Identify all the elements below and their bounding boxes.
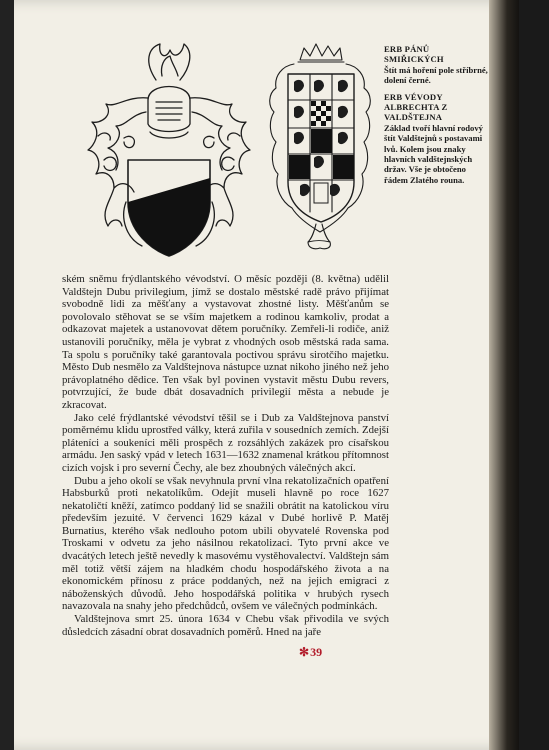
paragraph: ském sněmu frýdlantského vévodství. O měsíc později (8. května) udělil Valdštejn Dubu privilegium, jímž se dostalo městské radě právo přijímat svobodně lidi za měšťany a vystavovat zhostné listy. Měšťanům se povolovalo stěhovat se se vším majetkem a rodinou kamkoliv, prodat a odkazovat majetek a ustanovovat dětem poručníky. Zemřeli-li rodiče, aniž ustanovili poručníky, měla je vybrat z vhodných osob městská rada sama. Ta spolu s poručníky také garantovala poctivou správu sirotčího majetku. Město Dub nesmělo za Valdštejnova nástupce uznat nikoho jiného než jeho právoplatného dědice. Ten však byl povinen vystavit městu Dubu revers, potvrzující, že bude dbát dosavadních privilegií města a nebude je zkracovat. bbox=[62, 273, 389, 411]
wallenstein-coat-of-arms bbox=[264, 42, 376, 252]
page-ornament-icon: ✻ bbox=[299, 645, 310, 659]
paragraph: Jako celé frýdlantské vévodství těšil se i Dub za Valdštejnova panství poměrnému klidu uprostřed války, která zuřila v sousedních zemích. Zdejší pláteníci a soukeníci měli prospěch z rozsáhlých zakázek pro císařskou armádu. Jen saský vpád v letech 1631—1632 znamenal krátkou přítomnost cizích vojsk i pro severní Čechy, ale bez zhoubných válečných akcí. bbox=[62, 411, 389, 474]
paragraph: Dubu a jeho okolí se však nevyhnula první vlna rekatolizačních opatření Habsburků proti nekatolíkům. Odejít museli hlavně po roce 1627 nekatoličtí kněží, zatímco poddaný lid se snažili obrátit na katolickou víru především jezuité. V červenci 1629 kázal v Dubé horlivě P. Matěj Burnatius, kterého však nedlouho potom ubili obyvatelé Rovenska pod Troskami v odvetu za jeho násilnou rekatolizaci. Tyto první akce ve dvacátých letech ještě nevedly k masovému vystěhovalectví. Valdštejn sám měl totiž větší zájem na hladkém chodu hospodářského života a na ekonomickém přínosu z práce poddaných, než na jejich emigraci z náboženských důvodů. Jeho hospodářská politika v hrubých rysech navazovala na snahy jeho předchůdců, ovšem ve válečných podmínkách. bbox=[62, 474, 389, 613]
caption-text-smiricky: Štít má hoření pole stříbrné, dolení černé. bbox=[384, 64, 488, 86]
caption-text-wallenstein: Základ tvoří hlavní rodový štít Valdštejnů s postavami lvů. Kolem jsou znaky hlavních valdštejnských držav. Vše je obtočeno řádem Zlatého rouna. bbox=[384, 122, 483, 185]
figure-caption bbox=[384, 44, 489, 191]
caption-title-wallenstein: ERB VÉVODY ALBRECHTA Z VALDŠTEJNA bbox=[384, 91, 448, 123]
paragraph: Valdštejnova smrt 25. února 1634 v Chebu však přivodila ve svých důsledcích zásadní obrat dosavadních poměrů. Hned na jaře bbox=[62, 613, 389, 638]
smiricky-coat-of-arms bbox=[86, 42, 252, 258]
caption-title-smiricky: ERB PÁNŮ SMIŘICKÝCH bbox=[384, 44, 444, 65]
body-text bbox=[62, 273, 389, 638]
background-left bbox=[0, 0, 14, 750]
page-gutter-shadow bbox=[489, 0, 519, 750]
page-number bbox=[299, 645, 322, 660]
page-number-value: 39 bbox=[310, 645, 323, 659]
